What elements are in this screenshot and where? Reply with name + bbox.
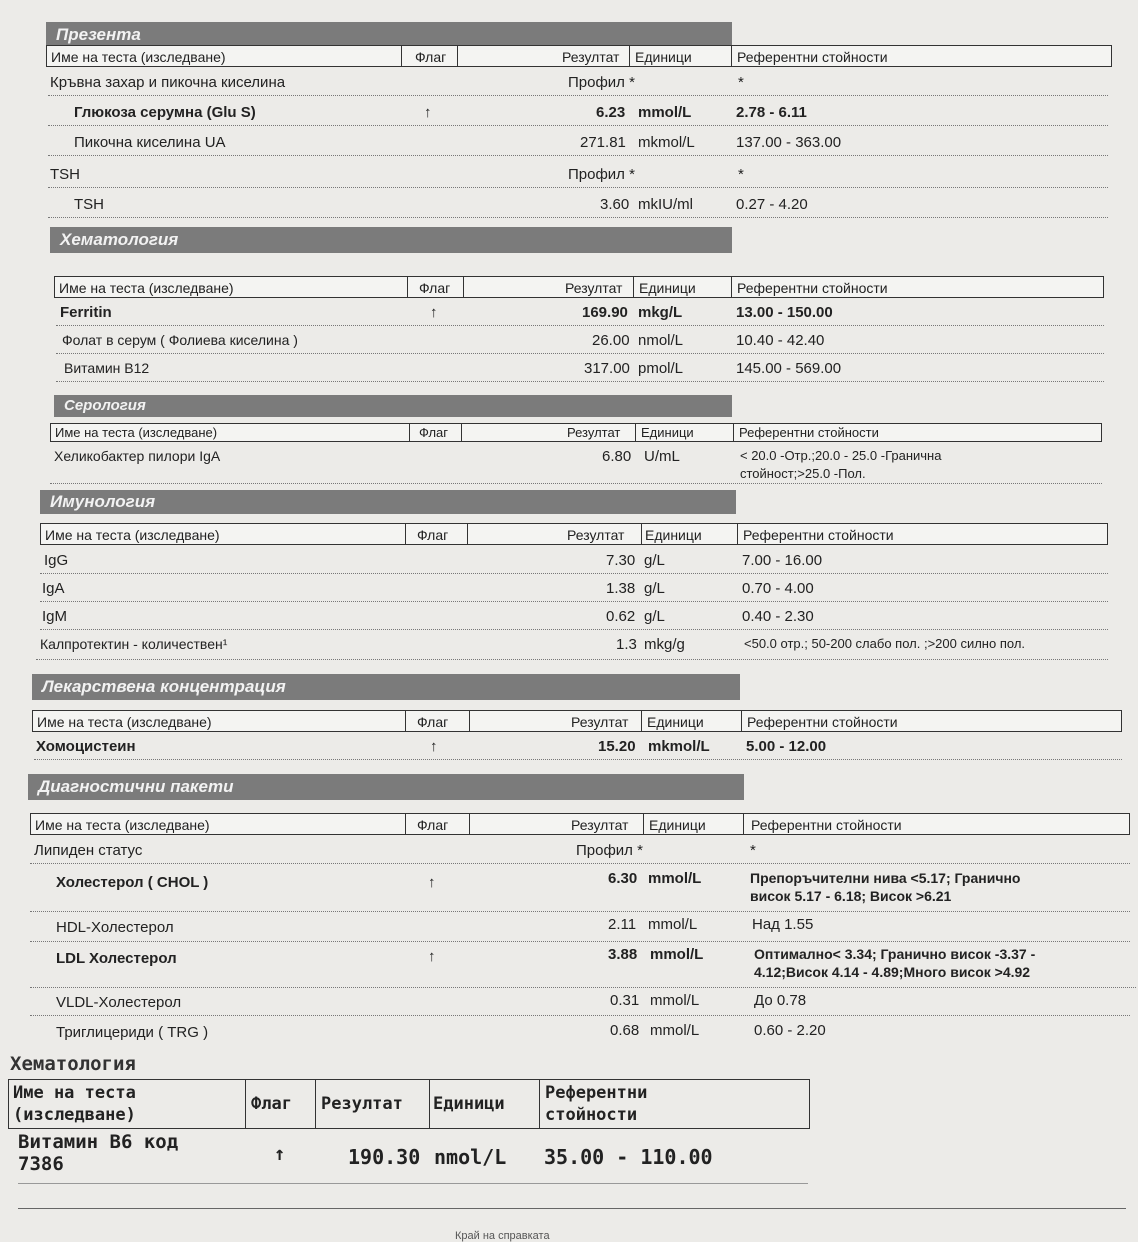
table-row: Липиден статус Профил * * [30,838,1130,864]
table-row: Хомоцистеин ↑ 15.20 mkmol/L 5.00 - 12.00 [34,734,1122,760]
col-result: Резултат [321,1094,403,1114]
table-row: Глюкоза серумна (Glu S) ↑ 6.23 mmol/L 2.78 - 6.11 [48,100,1108,126]
table-header: Име на теста (изследване) Флаг Резултат Единици Референтни стойности [54,276,1104,298]
table-row: Триглицериди ( TRG ) 0.68 mmol/L 0.60 - 2.20 [56,1022,826,1041]
table-row: IgA 1.38 g/L 0.70 - 4.00 [40,576,1108,602]
section-title: Хематология [50,227,732,253]
col-ref: Референтни стойности [737,49,888,65]
col-name: Име на теста [13,1083,136,1103]
table-row: Витамин B12 317.00 pmol/L 145.00 - 569.00 [56,356,1104,382]
col-name: Име на теста (изследване) [51,49,226,65]
vitb6-header: Име на теста (изследване) Флаг Резултат Единици Референтни стойности [8,1079,810,1129]
table-header: Име на теста (изследване) Флаг Резултат Единици Референтни стойности [40,523,1108,545]
table-row: Пикочна киселина UA 271.81 mkmol/L 137.00 - 363.00 [48,130,1108,156]
table-row: Холестерол ( CHOL ) ↑ 6.30 mmol/L Препоръчителни нива <5.17; Гранично висок 5.17 - 6.18; Висок >6.21 [30,866,1130,912]
vitb6-title: Хематология [10,1053,136,1075]
col-flag: Флаг [415,49,447,65]
col-units: Единици [635,49,692,65]
table-header: Име на теста (изследване) Флаг Резултат Единици Референтни стойности [50,423,1102,442]
table-row: Фолат в серум ( Фолиева киселина ) 26.00 nmol/L 10.40 - 42.40 [56,328,1104,354]
table-row: Ferritin ↑ 169.90 mkg/L 13.00 - 150.00 [56,300,1104,326]
table-header: Име на теста (изследване) Флаг Резултат Единици Референтни стойности [32,710,1122,732]
col-ref: Референтни [545,1083,648,1103]
table-header: Име на теста (изследване) Флаг Резултат Единици Референтни стойности [30,813,1130,835]
divider [18,1208,1126,1209]
col-flag: Флаг [251,1094,292,1114]
table-row: Калпротектин - количествен¹ 1.3 mkg/g <50.0 отр.; 50-200 слабо пол. ;>200 силно пол. [36,632,1108,660]
table-row: VLDL-Холестерол 0.31 mmol/L До 0.78 [30,988,1130,1016]
table-row: Кръвна захар и пикочна киселина Профил * * [48,70,1108,96]
section-title: Серология [54,395,732,417]
section-title: Имунология [40,490,736,514]
table-row: IgM 0.62 g/L 0.40 - 2.30 [40,604,1108,630]
section-title: Лекарствена концентрация [32,674,740,700]
footer-text: Край на справката [455,1230,550,1242]
table-row: IgG 7.30 g/L 7.00 - 16.00 [40,548,1108,574]
section-title: Диагностични пакети [28,774,744,800]
table-row: TSH 3.60 mkIU/ml 0.27 - 4.20 [48,192,1108,218]
table-row: HDL-Холестерол 2.11 mmol/L Над 1.55 [30,912,1130,942]
table-row: Витамин В6 код 7386 ↑ 190.30 nmol/L 35.00 - 110.00 [18,1131,808,1184]
section-title: Презента [46,22,732,48]
col-units: Единици [433,1094,505,1114]
col-result: Резултат [562,49,620,65]
table-header [46,45,1112,67]
table-row: Хеликобактер пилори IgA 6.80 U/mL < 20.0 -Отр.;20.0 - 25.0 -Гранична стойност;>25.0 -Пол. [50,444,1102,484]
table-row: LDL Холестерол ↑ 3.88 mmol/L Оптимално< 3.34; Гранично висок -3.37 - 4.12;Висок 4.14 - 4.89;Много висок >4.92 [30,942,1136,988]
table-row: TSH Профил * * [48,162,1108,188]
